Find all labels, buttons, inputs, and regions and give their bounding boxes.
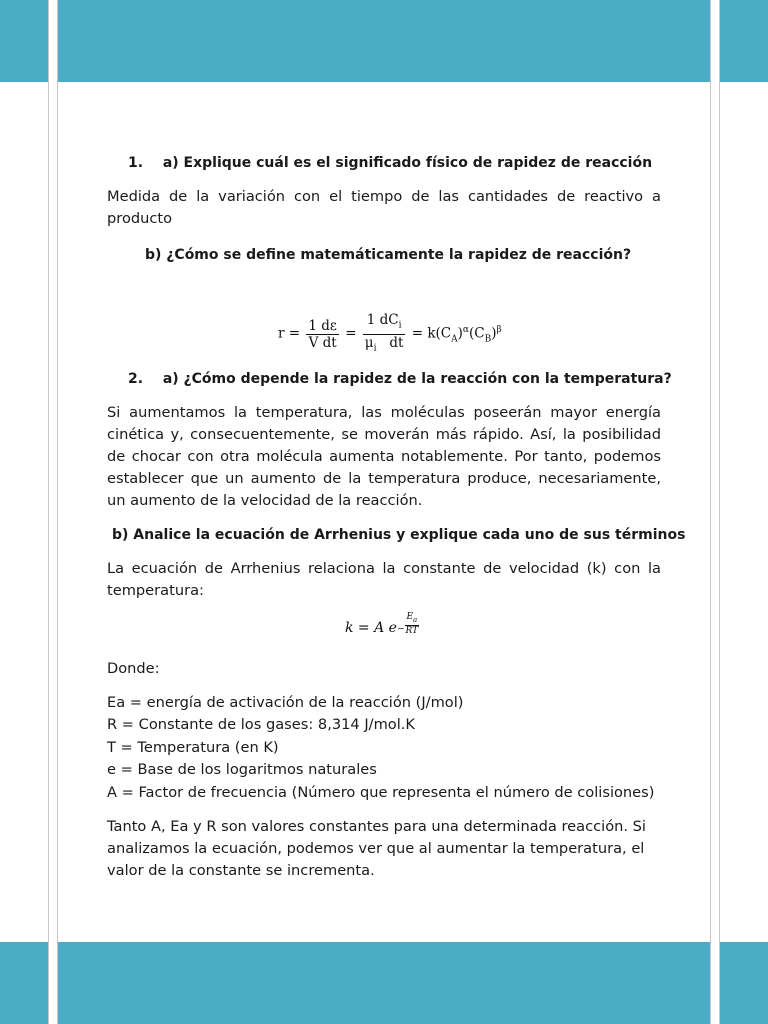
- question-1-text: a) Explique cuál es el significado físico de rapidez de reacción: [162, 155, 653, 171]
- terms-list: [107, 692, 667, 804]
- arrhenius-exp-num: E: [406, 612, 414, 622]
- question-2b-heading: b) Analice la ecuación de Arrhenius y explique cada uno de sus términos: [112, 527, 686, 543]
- rate-eq-beta: β: [496, 325, 502, 336]
- right-footer-band: [720, 942, 768, 1024]
- arrhenius-minus: −: [396, 624, 405, 635]
- answer-2-paragraph: Si aumentamos la temperatura, las moléculas poseerán mayor energía cinética y, consecuentemente, se moverán más rápido. Así, la posibilidad de chocar con otra molécula aumenta notablemente. Por tanto, podemos establecer que un aumento de la temperatura produce, necesariamente, un aumento de la velocidad de la reacción.: [107, 404, 661, 509]
- page-border-right-outer: [719, 0, 720, 1024]
- arrhenius-equation: [345, 612, 419, 636]
- arrhenius-intro-paragraph: La ecuación de Arrhenius relaciona la constante de velocidad (k) con la temperatura:: [107, 560, 661, 599]
- arrhenius-exp-num-sub: a: [413, 615, 418, 624]
- answer-1-paragraph: Medida de la variación con el tiempo de las cantidades de reactivo a producto: [107, 188, 661, 227]
- arrhenius-exponent: [397, 612, 419, 636]
- rate-eq-f2-num-sub: i: [398, 320, 402, 331]
- arrhenius-eq-base: k = A e: [345, 620, 397, 636]
- right-header-band: [720, 0, 768, 82]
- term-t: T = Temperatura (en K): [107, 738, 279, 756]
- rate-eq-cb-sub: B: [484, 334, 492, 345]
- left-header-band: [0, 0, 48, 82]
- rate-eq-f2-num: 1 dC: [366, 312, 399, 328]
- rate-eq-rhs: = k(C: [411, 325, 452, 342]
- rate-eq-f1-num: 1 dε: [308, 317, 337, 334]
- term-e: e = Base de los logaritmos naturales: [107, 761, 377, 779]
- rate-eq-ca-sub: A: [451, 334, 458, 345]
- term-ea: Ea = energía de activación de la reacción (J/mol): [107, 694, 464, 711]
- conclusion-paragraph: Tanto A, Ea y R son valores constantes para una determinada reacción. Si analizamos la ecuación, podemos ver que al aumentar la temperatura, el valor de la constante se incrementa.: [107, 818, 646, 879]
- rate-eq-f1-den: V dt: [308, 334, 337, 351]
- term-a: A = Factor de frecuencia (Número que representa el número de colisiones): [107, 783, 655, 801]
- question-1-number: 1.: [128, 155, 144, 171]
- left-footer-band: [0, 942, 48, 1024]
- rate-eq-f2-den-sub: i: [373, 343, 377, 354]
- footer-band: [58, 942, 710, 1024]
- page-border-left-outer: [48, 0, 49, 1024]
- rate-eq-f3-den: dt: [389, 334, 404, 351]
- rate-eq-equals: =: [345, 325, 357, 342]
- question-2-number: 2.: [128, 371, 144, 387]
- arrhenius-exp-den: RT: [405, 625, 419, 636]
- term-r: R = Constante de los gases: 8,314 J/mol.K: [107, 716, 415, 734]
- rate-eq-fraction-2: [363, 312, 406, 356]
- rate-eq-fraction-1: [306, 318, 339, 351]
- question-2-heading: [128, 370, 672, 388]
- rate-eq-cb: (C: [468, 325, 485, 342]
- question-1-heading: [128, 154, 652, 172]
- header-band: [58, 0, 710, 82]
- question-2-text: a) ¿Cómo depende la rapidez de la reacción con la temperatura?: [162, 371, 672, 387]
- rate-eq-lhs: r =: [278, 325, 301, 342]
- rate-eq-alpha: α: [462, 325, 469, 336]
- donde-label: Donde:: [107, 660, 160, 677]
- page-border-right: [710, 0, 711, 1024]
- rate-equation: r = $\frac{1 d\varepsilon}{\text{V dt}}$ = $\frac{1 dC_i}{\mu_i dt}$ = $k(C_A)^\alpha(C_B)^\beta$: [278, 312, 502, 356]
- question-1b-heading: b) ¿Cómo se define matemáticamente la rapidez de reacción?: [145, 247, 632, 263]
- page-border-left: [57, 0, 58, 1024]
- rate-eq-f2-den: μ: [364, 334, 374, 351]
